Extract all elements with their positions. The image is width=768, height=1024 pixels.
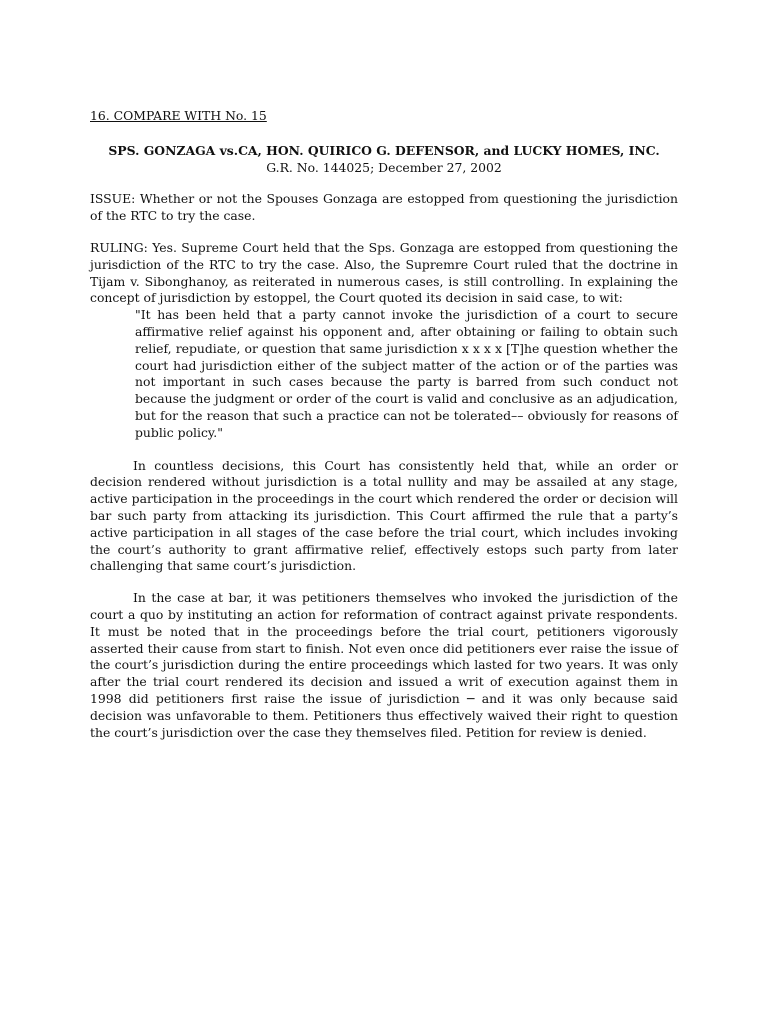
- ruling-paragraph: RULING: Yes. Supreme Court held that the Sps. Gonzaga are estopped from questioning the jurisdiction of the RTC to try the case. Also, the Supremre Court ruled that the doctrine in Tijam v. Sibonghanoy, as reiterated in numerous cases, is still controlling. In explaining the concept of jurisdiction by estoppel, the Court quoted its decision in said case, to wit:: [90, 239, 678, 306]
- document-page: [90, 108, 678, 741]
- issue-paragraph: ISSUE: Whether or not the Spouses Gonzaga are estopped from questioning the jurisdiction of the RTC to try the case.: [90, 191, 678, 224]
- section-heading: 16. COMPARE WITH No. 15: [90, 108, 267, 123]
- quoted-decision: "It has been held that a party cannot invoke the jurisdiction of a court to secure affirmative relief against his opponent and, after obtaining or failing to obtain such relief, repudiate, or question that same jurisdiction x x x x [T]he question whether the court had jurisdiction either of the subject matter of the action or of the parties was not important in such cases because the party is barred from such conduct not because the judgment or order of the court is valid and conclusive as an adjudication, but for the reason that such a practice can not be tolerated–– obviously for reasons of public policy.": [135, 307, 678, 440]
- case-at-bar-paragraph: In the case at bar, it was petitioners themselves who invoked the jurisdiction of the court a quo by instituting an action for reformation of contract against private respondents. It must be noted that in the proceedings before the trial court, petitioners vigorously asserted their cause from start to finish. Not even once did petitioners ever raise the issue of the court’s jurisdiction during the entire proceedings which lasted for two years. It was only after the trial court rendered its decision and issued a writ of execution against them in 1998 did petitioners first raise the issue of jurisdiction ─ and it was only because said decision was unfavorable to them. Petitioners thus effectively waived their right to question the court’s jurisdiction over the case they themselves filed. Petition for review is denied.: [90, 590, 678, 740]
- discussion-paragraph: In countless decisions, this Court has consistently held that, while an order or decision rendered without jurisdiction is a total nullity and may be assailed at any stage, active participation in the proceedings in the court which rendered the order or decision will bar such party from attacking its jurisdiction. This Court affirmed the rule that a party’s active participation in all stages of the case before the trial court, which includes invoking the court’s authority to grant affirmative relief, effectively estops such party from later challenging that same court’s jurisdiction.: [90, 457, 678, 574]
- case-citation: G.R. No. 144025; December 27, 2002: [266, 159, 502, 175]
- case-title: SPS. GONZAGA vs.CA, HON. QUIRICO G. DEFENSOR, and LUCKY HOMES, INC.: [108, 142, 660, 158]
